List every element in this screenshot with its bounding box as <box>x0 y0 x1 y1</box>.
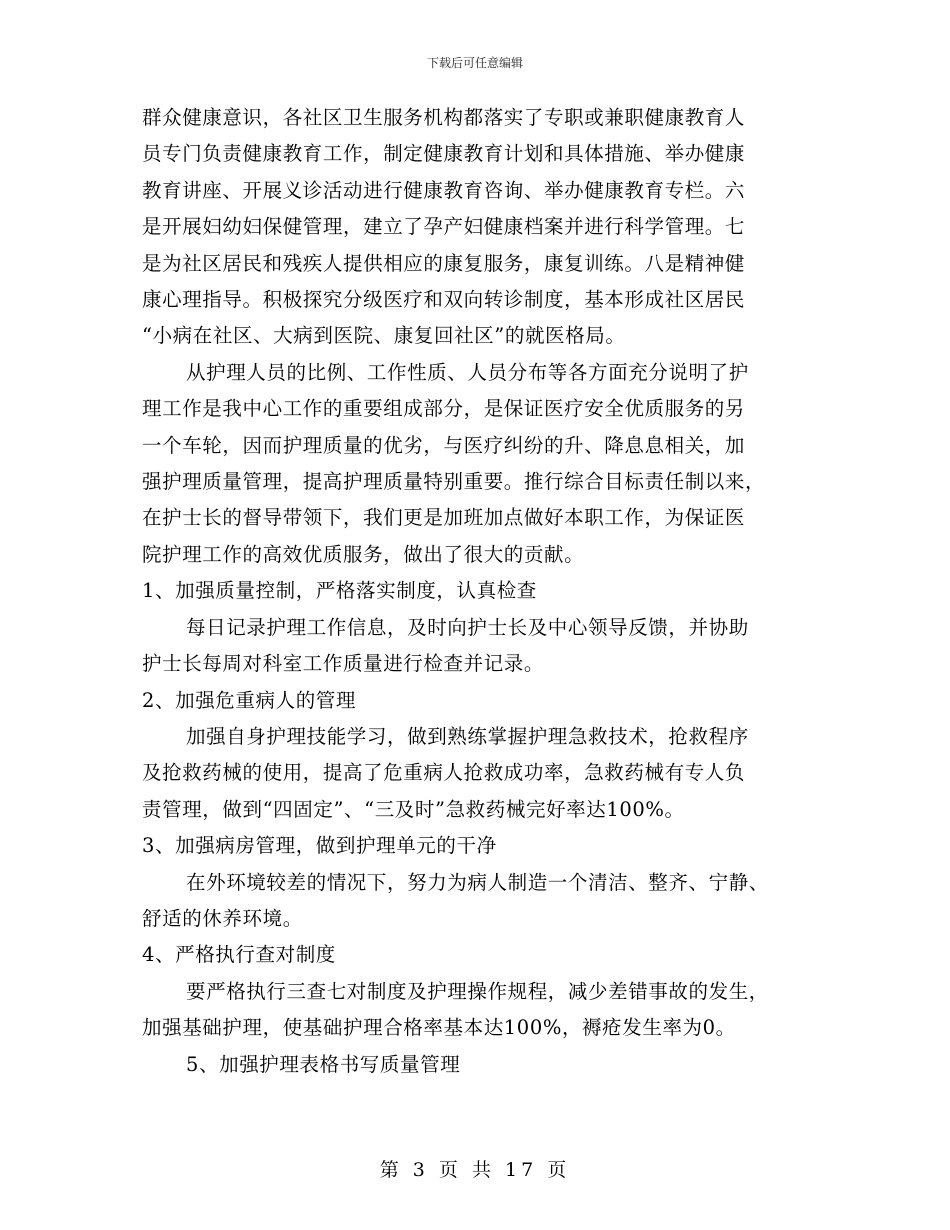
text-line: 强护理质量管理，提高护理质量特别重要。推行综合目标责任制以来， <box>142 470 766 494</box>
section-heading: 4、严格执行查对制度 <box>142 943 336 967</box>
text-line: 院护理工作的高效优质服务，做出了很大的贡献。 <box>142 542 585 566</box>
document-body <box>142 100 802 1083</box>
text-line: 员专门负责健康教育工作，制定健康教育计划和具体措施、举办健康 <box>142 142 746 166</box>
section-heading: 2、加强危重病人的管理 <box>142 688 357 712</box>
section-heading: 3、加强病房管理，做到护理单元的干净 <box>142 834 497 858</box>
text-line: 康心理指导。积极探究分级医疗和双向转诊制度，基本形成社区居民 <box>142 288 746 312</box>
text-line: 一个车轮，因而护理质量的优劣，与医疗纠纷的升、降息息相关，加 <box>142 433 746 457</box>
section-heading: 5、加强护理表格书写质量管理 <box>186 1052 461 1076</box>
page-footer: 第 3 页 共 17 页 <box>379 1159 571 1181</box>
text-line: 责管理，做到“四固定”、“三及时”急救药械完好率达100%。 <box>142 797 685 821</box>
text-line: 是为社区居民和残疾人提供相应的康复服务，康复训练。八是精神健 <box>142 251 746 275</box>
text-line: 加强基础护理，使基础护理合格率基本达100%，褥疮发生率为0。 <box>142 1016 736 1040</box>
text-line: 及抢救药械的使用，提高了危重病人抢救成功率，急救药械有专人负 <box>142 761 746 785</box>
paragraph-start: 加强自身护理技能学习，做到熟练掌握护理急救技术，抢救程序 <box>186 724 749 748</box>
paragraph-start: 在外环境较差的情况下，努力为病人制造一个清洁、整齐、宁静、 <box>186 870 769 894</box>
text-line: 理工作是我中心工作的重要组成部分，是保证医疗安全优质服务的另 <box>142 397 746 421</box>
section-heading: 1、加强质量控制，严格落实制度，认真检查 <box>142 579 537 603</box>
text-line: 是开展妇幼妇保健管理，建立了孕产妇健康档案并进行科学管理。七 <box>142 215 746 239</box>
page-header: 下载后可任意编辑 <box>426 56 523 70</box>
text-line: 群众健康意识，各社区卫生服务机构都落实了专职或兼职健康教育人 <box>142 106 746 129</box>
text-line: 在护士长的督导带领下，我们更是加班加点做好本职工作，为保证医 <box>142 506 746 530</box>
paragraph-start: 每日记录护理工作信息，及时向护士长及中心领导反馈，并协助 <box>186 615 749 639</box>
paragraph-start: 从护理人员的比例、工作性质、人员分布等各方面充分说明了护 <box>186 360 749 384</box>
text-line: 舒适的休养环境。 <box>142 906 303 930</box>
text-line: “小病在社区、大病到医院、康复回社区”的就医格局。 <box>142 324 626 348</box>
text-line: 教育讲座、开展义诊活动进行健康教育咨询、举办健康教育专栏。六 <box>142 178 746 202</box>
paragraph-start: 要严格执行三查七对制度及护理操作规程，减少差错事故的发生， <box>186 979 769 1003</box>
text-line: 护士长每周对科室工作质量进行检查并记录。 <box>142 652 545 676</box>
